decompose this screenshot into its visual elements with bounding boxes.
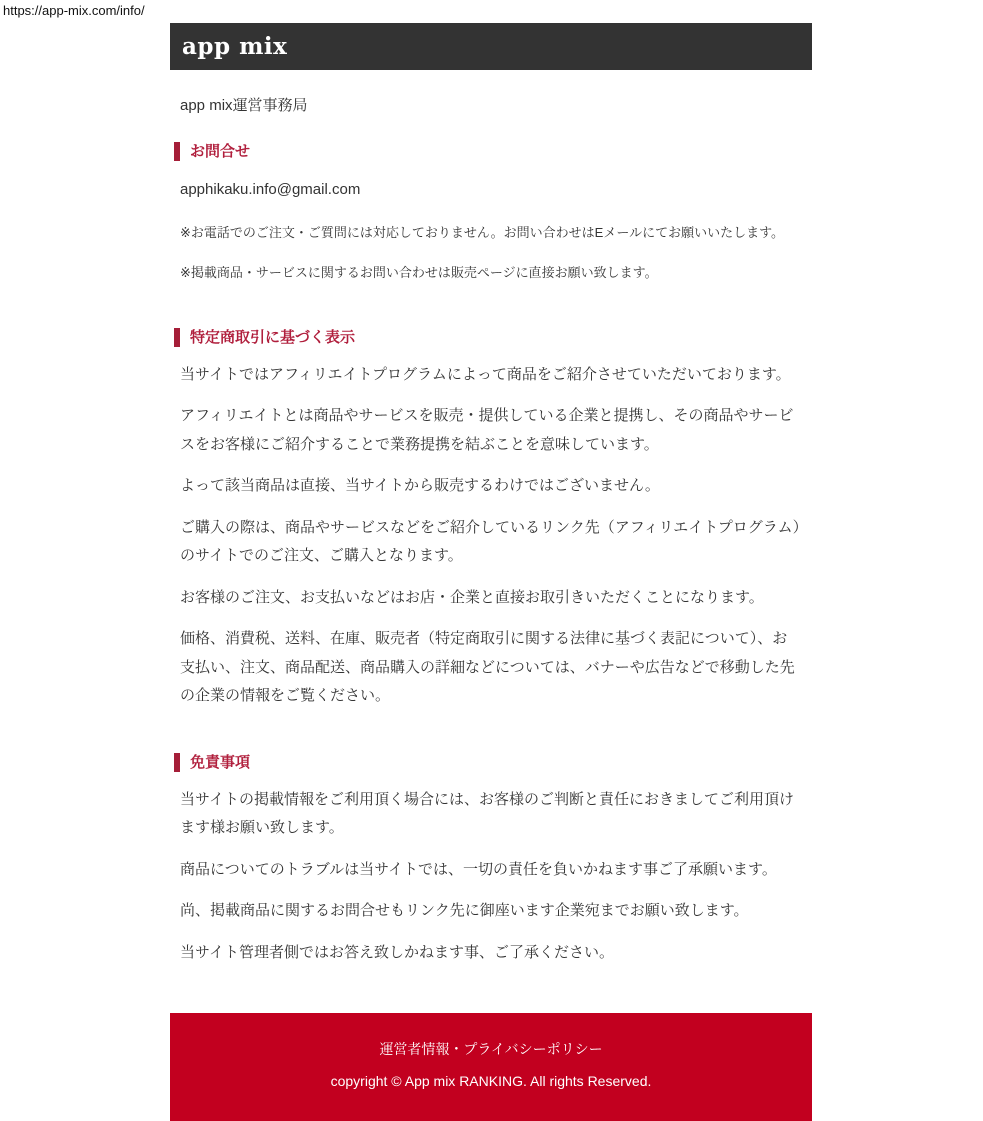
commercial-paragraph: 当サイトではアフィリエイトプログラムによって商品をご紹介させていただいております。: [180, 365, 791, 383]
commercial-paragraph: お客様のご注文、お支払いなどはお店・企業と直接お取引きいただくことになります。: [180, 588, 764, 606]
commercial-paragraph: ご購入の際は、商品やサービスなどをご紹介しているリンク先（アフィリエイトプログラム）のサイトでのご注文、ご購入となります。: [180, 518, 801, 565]
section-disclaimer: [180, 753, 802, 968]
disclaimer-paragraph: 当サイト管理者側ではお答え致しかねます事、ご了承ください。: [180, 943, 614, 961]
contact-note-phone: ※お電話でのご注文・ご質問には対応しておりません。お問い合わせはEメールにてお願いいたします。: [180, 224, 785, 240]
operator-name: app mix運営事務局: [180, 97, 308, 114]
commercial-paragraph: よって該当商品は直接、当サイトから販売するわけではございません。: [180, 477, 660, 495]
browser-url-text: https://app-mix.com/info/: [3, 3, 145, 18]
section-heading-disclaimer: 免責事項: [174, 753, 802, 772]
commercial-paragraph: 価格、消費税、送料、在庫、販売者（特定商取引に関する法律に基づく表記について）、お支払い、注文、商品配送、商品購入の詳細などについては、バナーや広告などで移動した先の企業の情報をご覧ください。: [180, 630, 795, 705]
section-heading-commercial-transactions: 特定商取引に基づく表示: [174, 328, 802, 347]
section-heading-contact: お問合せ: [174, 142, 802, 161]
site-title: app mix: [182, 33, 288, 60]
site-header: [170, 23, 812, 70]
contact-note-products: ※掲載商品・サービスに関するお問い合わせは販売ページに直接お願い致します。: [180, 265, 658, 281]
disclaimer-paragraph: 尚、掲載商品に関するお問合せもリンク先に御座います企業宛までお願い致します。: [180, 902, 749, 920]
page-container: [170, 23, 812, 1121]
section-commercial-transactions: [180, 328, 802, 711]
copyright-text: copyright © App mix RANKING. All rights Reserved.: [330, 1072, 652, 1089]
disclaimer-paragraph: 商品についてのトラブルは当サイトでは、一切の責任を負いかねます事ご了承願います。: [180, 860, 777, 878]
privacy-policy-link[interactable]: 運営者情報・プライバシーポリシー: [379, 1041, 603, 1058]
disclaimer-paragraph: 当サイトの掲載情報をご利用頂く場合には、お客様のご判断と責任におきましてご利用頂けます様お願い致します。: [180, 790, 794, 837]
site-footer: [170, 1013, 812, 1120]
commercial-paragraph: アフィリエイトとは商品やサービスを販売・提供している企業と提携し、その商品やサービスをお客様にご紹介することで業務提携を結ぶことを意味しています。: [180, 407, 794, 453]
page-content: [170, 95, 812, 967]
contact-email: apphikaku.info@gmail.com: [180, 181, 361, 198]
section-contact: [180, 142, 802, 286]
